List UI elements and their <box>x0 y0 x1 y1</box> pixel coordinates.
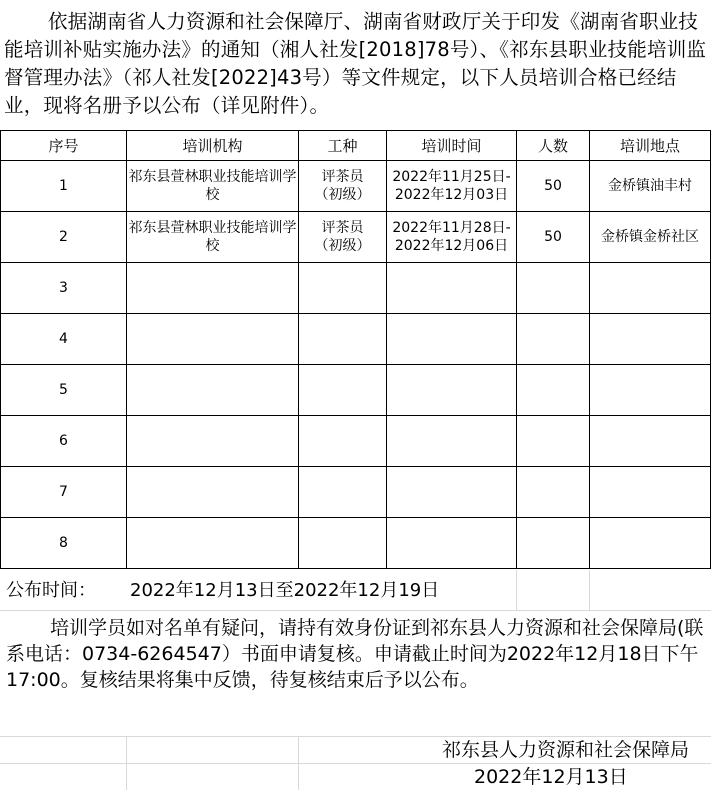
cell-empty <box>590 416 711 467</box>
cell-empty <box>387 314 517 365</box>
cell-empty <box>127 518 299 569</box>
cell-empty <box>127 263 299 314</box>
cell-time <box>387 212 517 263</box>
time-start: 2022年11月25日- <box>392 169 511 185</box>
header-trade: 工种 <box>299 131 387 161</box>
intro-paragraph <box>0 0 711 130</box>
trade-level: （初级） <box>314 187 371 203</box>
cell-empty <box>127 467 299 518</box>
cell-count: 50 <box>517 212 590 263</box>
trade-line: 评茶员 <box>321 220 364 236</box>
table-header-row <box>1 131 711 161</box>
time-start: 2022年11月28日- <box>392 220 511 236</box>
cell-empty <box>387 263 517 314</box>
cell-empty <box>387 365 517 416</box>
time-end: 2022年12月06日 <box>394 238 509 254</box>
time-end: 2022年12月03日 <box>394 187 509 203</box>
cell-empty <box>517 365 590 416</box>
cell-empty <box>299 518 387 569</box>
cell-empty <box>299 467 387 518</box>
gridline <box>0 736 711 737</box>
trainee-table <box>0 130 711 569</box>
gridline <box>589 570 590 610</box>
cell-empty <box>590 365 711 416</box>
table-row <box>1 161 711 212</box>
cell-empty <box>299 314 387 365</box>
header-count: 人数 <box>517 131 590 161</box>
cell-seq: 3 <box>1 263 127 314</box>
cell-empty <box>517 416 590 467</box>
gridline <box>298 736 299 790</box>
cell-empty <box>517 314 590 365</box>
cell-empty <box>517 518 590 569</box>
cell-empty <box>590 467 711 518</box>
cell-org: 祁东县萱林职业技能培训学校 <box>127 161 299 212</box>
cell-place: 金桥镇油丰村 <box>590 161 711 212</box>
gridline <box>516 570 517 610</box>
cell-seq: 6 <box>1 416 127 467</box>
cell-place: 金桥镇金桥社区 <box>590 212 711 263</box>
gridline <box>126 736 127 790</box>
cell-empty <box>590 314 711 365</box>
cell-seq: 2 <box>1 212 127 263</box>
cell-empty <box>299 365 387 416</box>
issuer-name: 祁东县人力资源和社会保障局 <box>441 739 689 761</box>
cell-empty <box>590 263 711 314</box>
gridline <box>0 763 711 764</box>
cell-org: 祁东县萱林职业技能培训学校 <box>127 212 299 263</box>
intro-text: 依据湖南省人力资源和社会保障厅、湖南省财政厅关于印发《湖南省职业技能培训补贴实施办法》的通知（湘人社发[2018]78号）、《祁东县职业技能培训监督管理办法》（祁人社发[2022]43号）等文件规定，以下人员培训合格已经结业，现将名册予以公布（详见附件）。 <box>4 10 707 117</box>
notice-paragraph <box>0 615 711 693</box>
cell-seq: 4 <box>1 314 127 365</box>
header-seq: 序号 <box>1 131 127 161</box>
cell-seq: 7 <box>1 467 127 518</box>
cell-seq: 1 <box>1 161 127 212</box>
cell-seq: 8 <box>1 518 127 569</box>
cell-count: 50 <box>517 161 590 212</box>
cell-empty <box>127 314 299 365</box>
cell-time <box>387 161 517 212</box>
cell-seq: 5 <box>1 365 127 416</box>
header-place: 培训地点 <box>590 131 711 161</box>
cell-empty <box>387 518 517 569</box>
publication-label: 公布时间： <box>6 580 96 601</box>
cell-empty <box>387 467 517 518</box>
table-row <box>1 518 711 569</box>
table-row <box>1 365 711 416</box>
cell-trade <box>299 212 387 263</box>
issue-date: 2022年12月13日 <box>474 766 628 788</box>
table-row <box>1 212 711 263</box>
table-row <box>1 314 711 365</box>
gridline <box>0 610 711 611</box>
cell-empty <box>127 365 299 416</box>
table-row <box>1 467 711 518</box>
cell-empty <box>387 416 517 467</box>
cell-empty <box>299 416 387 467</box>
cell-empty <box>517 467 590 518</box>
notice-text: 培训学员如对名单有疑问，请持有效身份证到祁东县人力资源和社会保障局(联系电话：0734-6264547）书面申请复核。申请截止时间为2022年12月18日下午17:00。复核结果将集中反馈，待复核结束后予以公布。 <box>6 617 704 691</box>
table-row <box>1 263 711 314</box>
cell-empty <box>517 263 590 314</box>
trade-level: （初级） <box>314 238 371 254</box>
header-time: 培训时间 <box>387 131 517 161</box>
cell-trade <box>299 161 387 212</box>
table-row <box>1 416 711 467</box>
trade-line: 评茶员 <box>321 169 364 185</box>
header-org: 培训机构 <box>127 131 299 161</box>
cell-empty <box>299 263 387 314</box>
publication-period: 2022年12月13日至2022年12月19日 <box>130 580 440 601</box>
cell-empty <box>590 518 711 569</box>
cell-empty <box>127 416 299 467</box>
